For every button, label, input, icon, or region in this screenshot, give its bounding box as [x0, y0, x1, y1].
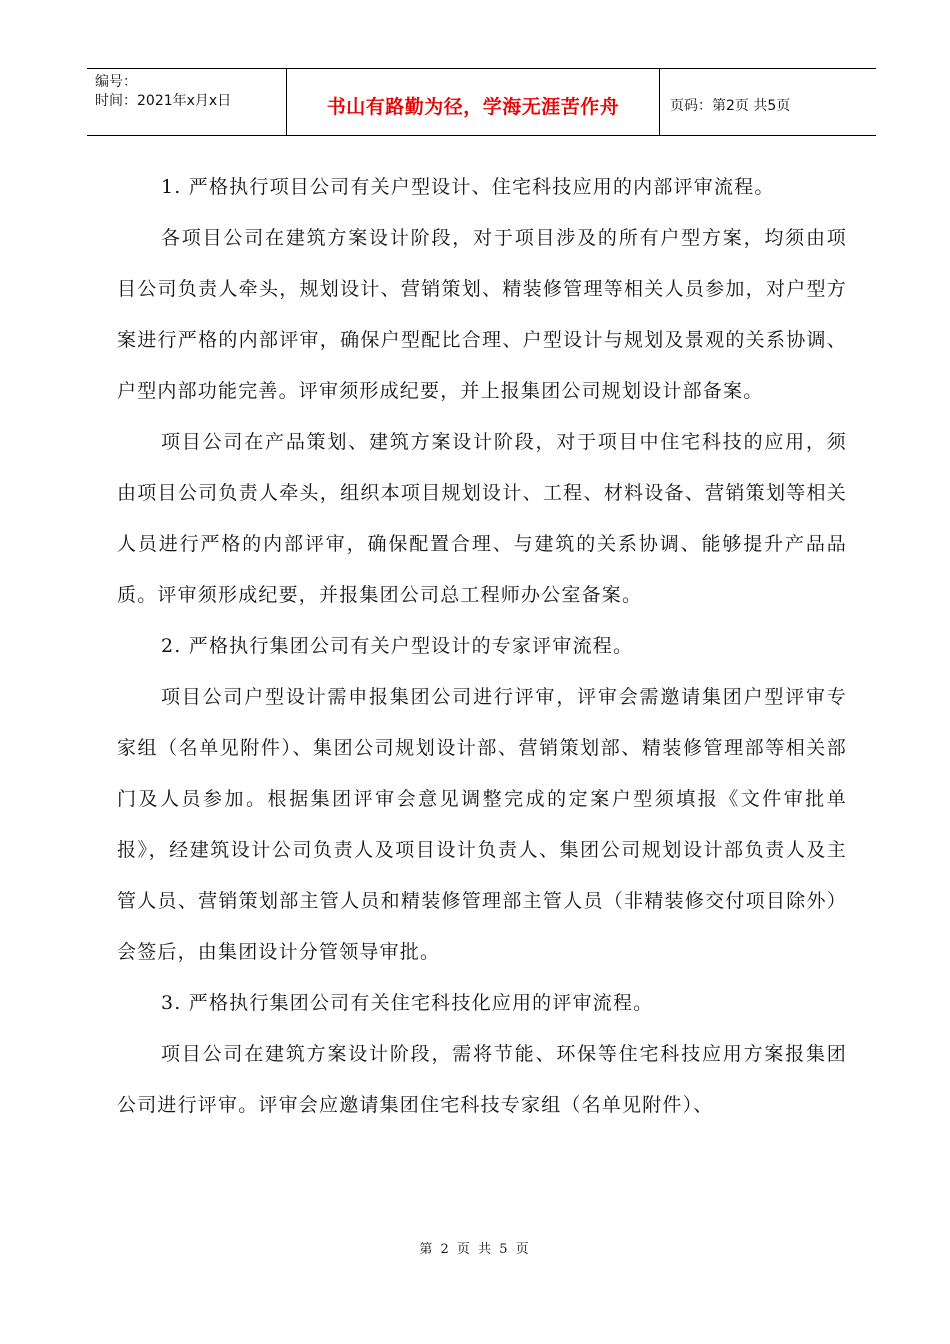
document-body	[117, 162, 847, 1131]
header-meta	[87, 69, 287, 135]
header-motto: 书山有路勤为径，学海无涯苦作舟	[287, 69, 660, 135]
header-page-info: 页码：第2页 共5页	[670, 98, 791, 114]
page-header	[87, 68, 876, 136]
document-time-label: 时间：2021年x月x日	[95, 93, 232, 109]
section-heading-2: 2. 严格执行集团公司有关户型设计的专家评审流程。	[161, 635, 634, 657]
body-paragraph: 各项目公司在建筑方案设计阶段，对于项目涉及的所有户型方案，均须由项目公司负责人牵头，规划设计、营销策划、精装修管理等相关人员参加，对户型方案进行严格的内部评审，确保户型配比合理、户型设计与规划及景观的关系协调、户型内部功能完善。评审须形成纪要，并上报集团公司规划设计部备案。	[117, 227, 847, 402]
document-number-label: 编号：	[95, 74, 137, 90]
body-paragraph: 项目公司在产品策划、建筑方案设计阶段，对于项目中住宅科技的应用，须由项目公司负责人牵头，组织本项目规划设计、工程、材料设备、营销策划等相关人员进行严格的内部评审，确保配置合理、与建筑的关系协调、能够提升产品品质。评审须形成纪要，并报集团公司总工程师办公室备案。	[117, 431, 847, 606]
page-footer: 第 2 页 共 5 页	[419, 1242, 531, 1257]
section-heading-3: 3. 严格执行集团公司有关住宅科技化应用的评审流程。	[161, 992, 654, 1014]
body-paragraph: 项目公司户型设计需申报集团公司进行评审，评审会需邀请集团户型评审专家组（名单见附件）、集团公司规划设计部、营销策划部、精装修管理部等相关部门及人员参加。根据集团评审会意见调整完成的定案户型须填报《文件审批单报》，经建筑设计公司负责人及项目设计负责人、集团公司规划设计部负责人及主管人员、营销策划部主管人员和精装修管理部主管人员（非精装修交付项目除外）会签后，由集团设计分管领导审批。	[117, 686, 847, 963]
body-paragraph: 项目公司在建筑方案设计阶段，需将节能、环保等住宅科技应用方案报集团公司进行评审。评审会应邀请集团住宅科技专家组（名单见附件）、	[117, 1043, 847, 1116]
section-heading-1: 1. 严格执行项目公司有关户型设计、住宅科技应用的内部评审流程。	[161, 176, 775, 198]
